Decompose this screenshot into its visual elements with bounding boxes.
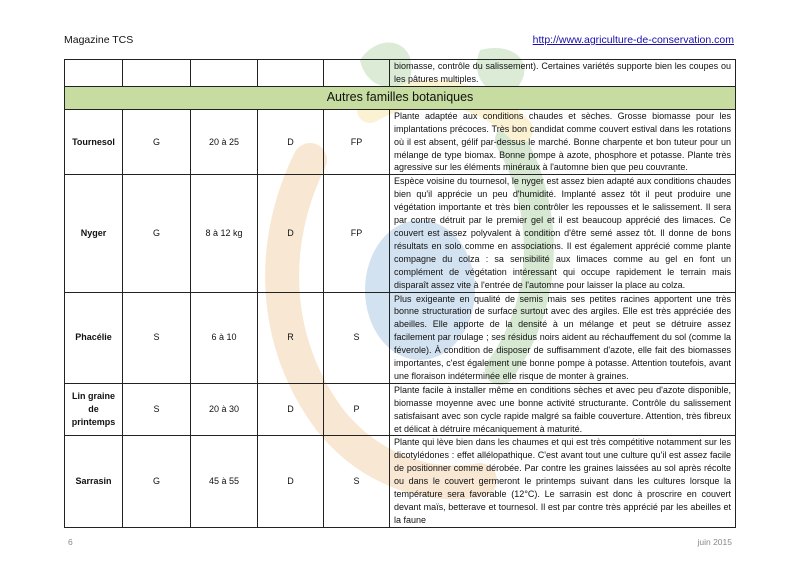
col-2-value: 20 à 30 — [191, 383, 258, 436]
table-row — [65, 109, 736, 175]
col-3-value: R — [258, 292, 324, 383]
table-row — [65, 383, 736, 436]
col-3-value: D — [258, 383, 324, 436]
table-row — [65, 292, 736, 383]
col-3-value: D — [258, 436, 324, 527]
section-header-row — [65, 86, 736, 109]
website-link[interactable]: http://www.agriculture-de-conservation.com — [532, 34, 734, 46]
species-name: Tournesol — [65, 109, 123, 175]
col-2-value: 20 à 25 — [191, 109, 258, 175]
species-description: Plante qui lève bien dans les chaumes et qui est très compétitive notamment sur les dicotylédones : effet allélopathique. C'est avant tout une culture qu'il est assez facile de positionner comme dérobée. Par contre les graines laissées au sol après récolte ou dans le couvert germeront le printemps suivant dans les cultures lorsque la température sera favorable (12°C). Le sarrasin est donc à proscrire en couvert devant maïs, betterave et tournesol. Il est par contre très apprécié par les abeilles et la faune — [390, 436, 736, 527]
col-3-value: D — [258, 109, 324, 175]
description-cell: biomasse, contrôle du salissement). Certaines variétés supporte bien les coupes ou les pâtures multiples. — [390, 60, 736, 87]
section-title: Autres familles botaniques — [65, 86, 736, 109]
col-1-value: G — [123, 109, 191, 175]
species-table — [64, 59, 736, 528]
species-description: Plus exigeante en qualité de semis mais ses petites racines apportent une très bonne structuration de surface surtout avec des argiles. Elle est très appréciée des abeilles. Elle apporte de la densité à un mélange et peut se détruire assez facilement par roulage ; ses résidus noirs aident au réchauffement du sol (comme la féverole). À condition de disposer de suffisamment d'azote, elle fait des biomasses importantes, c'est également une bonne pompe à potasse. Attention toutefois, avant une floraison indéterminée elle risque de monter à graines. — [390, 292, 736, 383]
col-3-value: D — [258, 175, 324, 292]
page-number: 6 — [68, 537, 73, 547]
species-description: Espèce voisine du tournesol, le nyger est assez bien adapté aux conditions chaudes bien qu'il apprécie un peu d'humidité. Implanté assez tôt il peut produire une végétation importante et très bien contrôler les repousses et le salissement. Il sera par contre détruit par le premier gel et il est beaucoup apprécié des limaces. Ce couvert est assez polyvalent à condition d'être semé assez tôt. Il donne de bons résultats en solo comme en associations. Il est également apprécié comme plante compagne du colza : sa sensibilité aux limaces comme au gel en font un complément de végétation intéressant qui occupe rapidement le terrain mais disparaît assez vite à l'entrée de l'automne pour laisser la place au colza. — [390, 175, 736, 292]
table-row-continued — [65, 60, 736, 87]
col-4-value: P — [324, 383, 390, 436]
col-2-value: 8 à 12 kg — [191, 175, 258, 292]
col-1-value: S — [123, 292, 191, 383]
species-name: Sarrasin — [65, 436, 123, 527]
col-4-value: S — [324, 292, 390, 383]
species-description: Plante adaptée aux conditions chaudes et sèches. Grosse biomasse pour les implantations précoces. Très bon candidat comme couvert estival dans les rotations où il est absent, gélif par-dessus le marché. Bonne charpente et bon tuteur pour un mélange de type biomax. Bonne pompe à azote, phosphore et potasse. Plante très agressive sur les éléments minéraux à l'automne bien que peu couvrante. — [390, 109, 736, 175]
species-name: Nyger — [65, 175, 123, 292]
col-2-value: 45 à 55 — [191, 436, 258, 527]
page-header — [64, 34, 734, 50]
col-4-value: FP — [324, 175, 390, 292]
name-cell — [65, 60, 123, 87]
col-4-value: FP — [324, 109, 390, 175]
table-row — [65, 175, 736, 292]
species-name: Lin graine de printemps — [65, 383, 123, 436]
col-4-value: S — [324, 436, 390, 527]
table-row — [65, 436, 736, 527]
col-1-value: S — [123, 383, 191, 436]
species-name: Phacélie — [65, 292, 123, 383]
issue-date: juin 2015 — [697, 537, 732, 547]
col-1-value: G — [123, 436, 191, 527]
col-1-value: G — [123, 175, 191, 292]
species-description: Plante facile à installer même en conditions sèches et avec peu d'azote disponible, biomasse moyenne avec une bonne activité structurante. Contrôle du salissement satisfaisant avec son cycle rapide malgré sa faible couverture. Attention, très fibreux et délicat à détruire mécaniquement à maturité. — [390, 383, 736, 436]
magazine-title: Magazine TCS — [64, 34, 134, 46]
col-2-value: 6 à 10 — [191, 292, 258, 383]
